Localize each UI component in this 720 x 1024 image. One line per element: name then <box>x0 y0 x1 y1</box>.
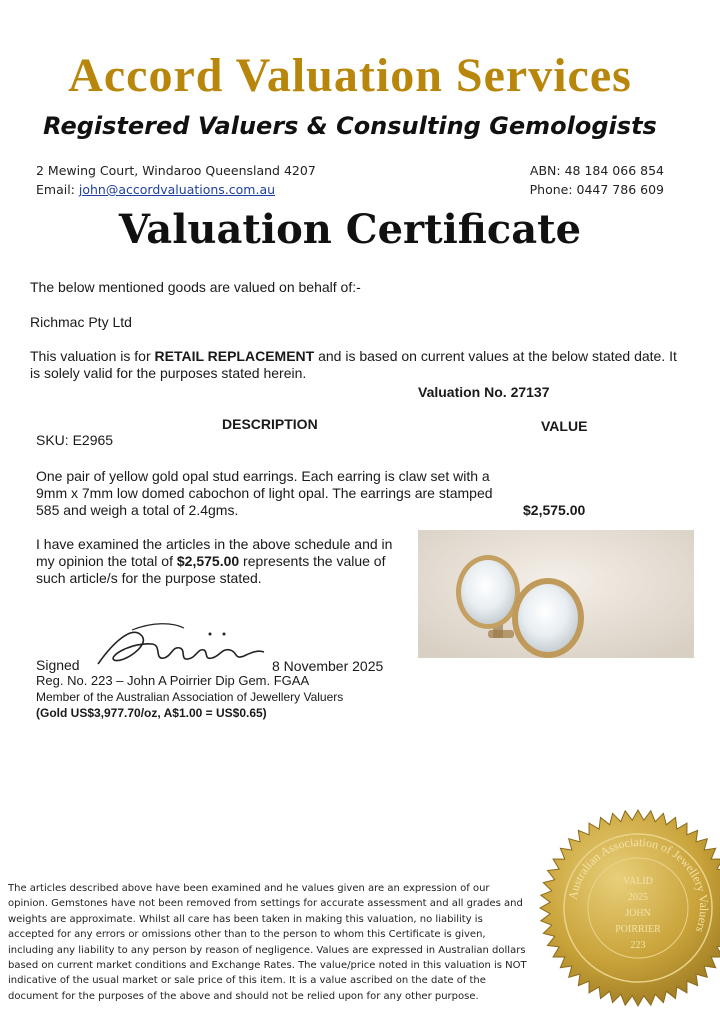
opinion-text <box>36 536 412 587</box>
signature-scribble <box>92 614 272 674</box>
opinion-before: I have examined the articles in the above schedule and in my opinion the total of <box>36 536 393 569</box>
signature <box>92 614 272 674</box>
disclaimer: The articles described above have been examined and he values given are an expression of our opinion. Gemstones have not been removed from settings for accurate assessment and all grades and weights are approximate. Whilst all care has been taken in making this valuation, no liability is accepted for any errors or omissions other than to the person to whom this Certificate is given, including any liability to any person by reason of negligence. Values are expressed in Australian dollars based on current market conditions and Exchange Rates. The value/price noted in this valuation is NOT indicative of the usual market or sale price of this item. It is a value ascribed on the date of the document for the purposes of the above and should not be relied upon for any other purpose. <box>8 883 527 1002</box>
exchange-rate-line: (Gold US$3,977.70/oz, A$1.00 = US$0.65) <box>36 706 267 720</box>
behalf-text: The below mentioned goods are valued on behalf of:- <box>30 279 361 295</box>
sku: SKU: E2965 <box>36 432 114 448</box>
item-description: One pair of yellow gold opal stud earrings. Each earring is claw set with a 9mm x 7mm low domed cabochon of light opal. The earrings are stamped 585 and weigh a total of 2.4gms. <box>36 468 493 518</box>
seal-line5: 223 <box>630 940 646 951</box>
company-name: Accord Valuation Services <box>68 49 632 102</box>
contact-right <box>530 161 664 199</box>
seal-line4: POIRRIER <box>615 924 661 935</box>
email-label: Email: <box>36 182 79 197</box>
registration-line: Reg. No. 223 – John A Poirrier Dip Gem. FGAA <box>36 673 310 688</box>
gold-seal-icon <box>538 808 720 1008</box>
seal-ring-text: Australian Association of Jewellery Valuers <box>565 834 712 935</box>
seal-line3: JOHN <box>625 908 651 919</box>
purpose-text <box>30 348 690 382</box>
contact-left <box>36 161 316 199</box>
email-link[interactable]: john@accordvaluations.com.au <box>78 182 276 197</box>
earrings-photo <box>418 530 694 658</box>
seal-line2: 2025 <box>628 892 648 903</box>
phone: Phone: 0447 786 609 <box>529 182 664 197</box>
email-line <box>36 180 316 199</box>
purpose-before: This valuation is for <box>30 348 155 364</box>
signed-date: 8 November 2025 <box>272 658 384 674</box>
company-tagline: Registered Valuers & Consulting Gemologists <box>43 112 657 140</box>
membership-line: Member of the Australian Association of Jewellery Valuers <box>36 690 344 704</box>
opinion-after: represents the value of such article/s for the purpose stated. <box>36 553 386 586</box>
description-heading: DESCRIPTION <box>222 416 318 432</box>
seal <box>538 808 720 1008</box>
valuation-number: Valuation No. 27137 <box>418 384 550 400</box>
value-heading: VALUE <box>541 418 588 434</box>
certificate-title: Valuation Certificate <box>118 206 582 253</box>
address: 2 Mewing Court, Windaroo Queensland 4207 <box>36 163 316 178</box>
seal-line1: VALID <box>623 876 653 887</box>
signed-label: Signed <box>36 657 80 673</box>
opinion-amount: $2,575.00 <box>176 553 240 569</box>
purpose-after: and is based on current values at the below stated date. It is solely valid for the purposes stated herein. <box>30 348 677 381</box>
client-name: Richmac Pty Ltd <box>30 314 132 330</box>
purpose-bold: RETAIL REPLACEMENT <box>154 348 315 364</box>
earrings-image <box>418 530 694 658</box>
abn: ABN: 48 184 066 854 <box>529 163 664 178</box>
item-value: $2,575.00 <box>523 502 586 518</box>
